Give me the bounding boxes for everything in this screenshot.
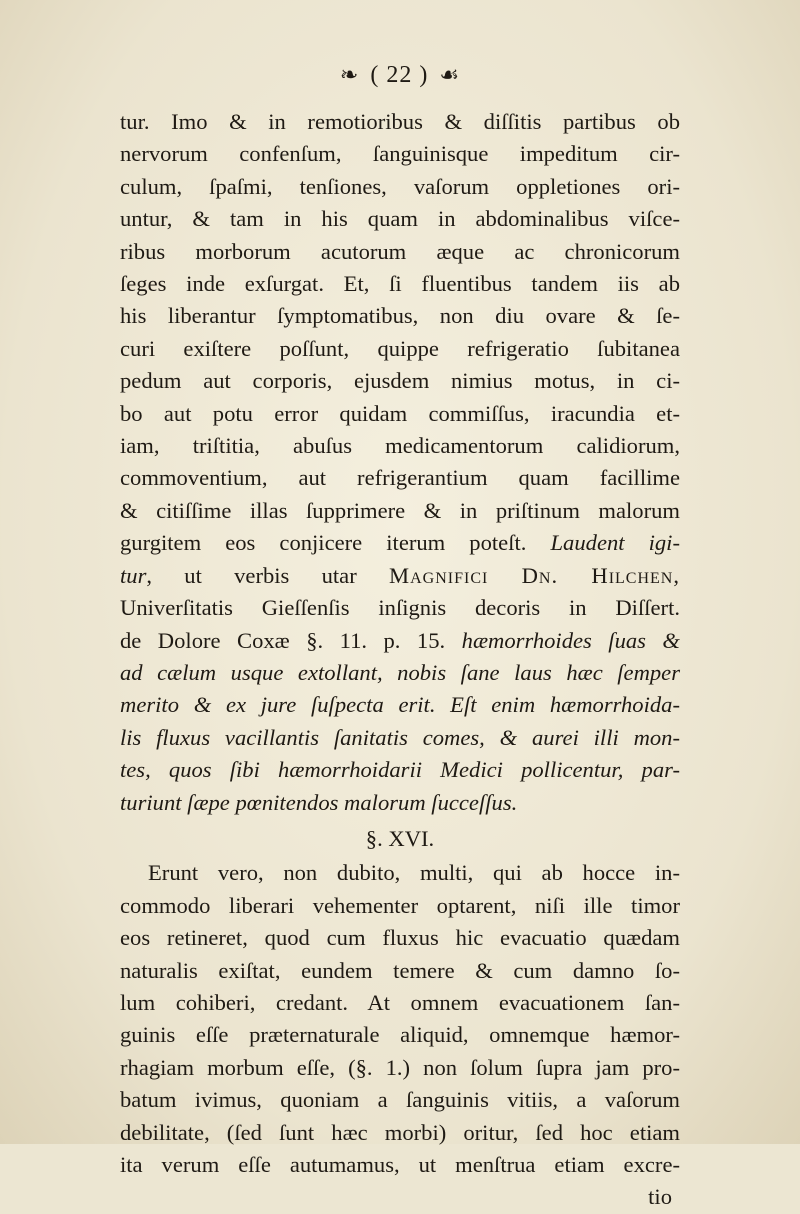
text-line: debilitate, (ſed ſunt hæc morbi) oritur, ſed hoc etiam [120,1119,680,1145]
text-line: merito & ex jure ſuſpecta erit. Eſt enim hæmorrhoida- [120,692,680,718]
text-line: Erunt vero, non dubito, multi, qui ab hocce in- [148,860,680,886]
text-run: gurgitem eos conjicere iterum poteſt. [120,530,527,556]
text-line: Univerſitatis Gieſſenſis inſignis decoris in Diſſert. [120,595,680,621]
text-line: commodo liberari vehementer optarent, niſi ille timor [120,892,680,918]
text-line: nervorum confenſum, ſanguinisque impeditum cir- [120,141,680,167]
text-line: commoventium, aut refrigerantium quam facillime [120,465,680,491]
text-line: & citiſſime illas ſupprimere & in priſtinum malorum [120,497,680,523]
text-run: , ut verbis utar [146,562,357,588]
text-line: lis fluxus vacillantis ſanitatis comes, & aurei illi mon- [120,724,680,750]
body-text [120,106,680,1214]
page-number: ( 22 ) [370,62,429,88]
text-line: rhagiam morbum eſſe, (§. 1.) non ſolum ſupra jam pro- [120,1054,680,1080]
text-line: ſeges inde exſurgat. Et, ſi fluentibus tandem iis ab [120,271,680,297]
ornament-left-icon: ❧ [339,62,360,87]
text-line: ad cælum usque extollant, nobis ſane laus hæc ſemper [120,659,680,685]
text-line: turiunt ſæpe pœnitendos malorum ſucceſſus. [120,789,518,815]
text-line: naturalis exiſtat, eundem temere & cum damno ſo- [120,957,680,983]
text-line: iam, triſtitia, abuſus medicamentorum calidiorum, [120,433,680,459]
ornament-right-icon: ☙ [439,62,461,87]
text-run: de Dolore Coxæ §. 11. p. 15. [120,627,446,653]
paragraph-2 [120,857,680,1181]
catchword: tio [648,1184,672,1210]
text-line: batum ivimus, quoniam a ſanguinis vitiis, a vaſorum [120,1087,680,1113]
page-header [0,62,800,89]
text-line: bo aut potu error quidam commiſſus, iracundia et- [120,400,680,426]
text-line [120,560,680,592]
italic-text: hæmorrhoides ſuas & [461,627,681,653]
text-line [120,527,680,559]
text-line: tes, quos ſibi hæmorrhoidarii Medici pollicentur, par- [120,757,680,783]
text-line: ribus morborum acutorum æque ac chronicorum [120,238,680,264]
italic-text: Laudent igi- [550,530,680,556]
text-line [120,625,680,657]
text-line: pedum aut corporis, ejusdem nimius motus, in ci- [120,368,680,394]
text-line: eos retineret, quod cum fluxus hic evacuatio quædam [120,925,680,951]
text-line: curi exiſtere poſſunt, quippe refrigeratio ſubitanea [120,335,680,361]
text-line: his liberantur ſymptomatibus, non diu ovare & ſe- [120,303,680,329]
text-line: tur. Imo & in remotioribus & diſſitis partibus ob [120,109,680,134]
section-heading: §. XVI. [365,825,435,851]
text-line: guinis eſſe præternaturale aliquid, omnemque hæmor- [120,1022,680,1048]
text-line: untur, & tam in his quam in abdominalibus viſce- [120,206,680,232]
italic-text: tur [120,562,147,588]
author-name: Magnifici Dn. Hilchen, [389,562,680,588]
text-line: lum cohiberi, credant. At omnem evacuationem ſan- [120,989,680,1015]
paragraph-1 [120,106,680,819]
text-line: ita verum eſſe autumamus, ut menſtrua etiam excre- [120,1152,680,1177]
text-line: culum, ſpaſmi, tenſiones, vaſorum oppletiones ori- [120,173,680,199]
